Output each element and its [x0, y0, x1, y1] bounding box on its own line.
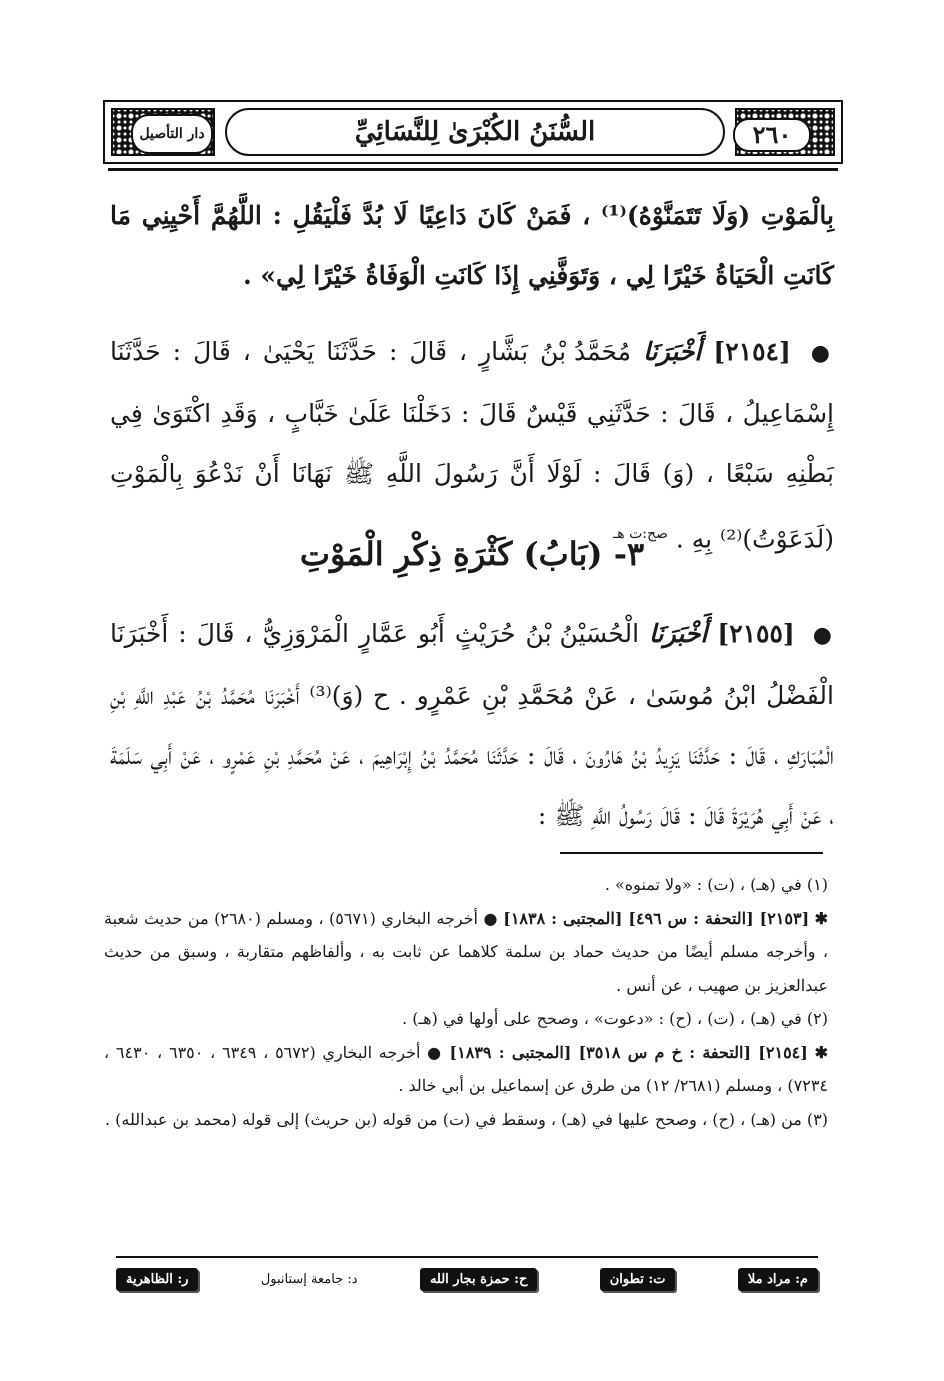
hadith-2155 [110, 604, 834, 846]
manuscript-legend [116, 1264, 818, 1294]
star-icon: ✱ [814, 1042, 828, 1062]
publisher-logo: دار التأصيل [131, 114, 213, 154]
takhrij-2153 [104, 902, 828, 1003]
hadith-text: الْحُسَيْنُ بْنُ حُرَيْثٍ أَبُو عَمَّارٍ الْمَرْوَزِيُّ ، قَالَ : أَخْبَرَنَا الْفَضْلُ ابْنُ مُوسَىٰ ، عَنْ مُحَمَّدِ بْنِ عَمْرٍو . ح (وَ)⁽³⁾ أَخْبَرَنَا مُحَمَّدُ بْنُ عَبْدِ اللَّهِ بْنِ الْمُبَارَكِ ، قَالَ : حَدَّثَنَا يَزِيدُ بْنُ هَارُونَ ، قَالَ : حَدَّثَنَا مُحَمَّدُ بْنُ إِبْرَاهِيمَ ، عَنْ مُحَمَّدِ بْنِ عَمْرٍو ، عَنْ أَبِي سَلَمَةَ ، عَنْ أَبِي هُرَيْرَةَ قَالَ : قَالَ رَسُولُ اللَّهِ ﷺ : [110, 619, 834, 830]
chapter-heading: ٣- (بَابُ) كَثْرَةِ ذِكْرِ الْمَوْتِ [299, 535, 645, 573]
akhbarana-word: أَخْبَرَنَا [649, 619, 708, 648]
book-title: السُّنَنُ الكُبْرَىٰ لِلنَّسَائِيِّ [354, 117, 596, 147]
akhbarana-word: أَخْبَرَنَا [643, 337, 702, 366]
takhrij-2154 [104, 1036, 828, 1103]
hadith-number: [٢١٥٥] [717, 619, 795, 648]
takhrij-text: ● أخرجه البخاري (٥٦٧١) ، ومسلم (٢٦٨٠) من حديث شعبة ، وأخرجه مسلم أيضًا من حديث حماد بن سلمة كلاهما عن ثابت به ، وألفاظهم متقاربة ، وسبق من حديث عبدالعزيز بن صهيب ، عن أنس . [104, 908, 829, 995]
footnote-1: (١) في (هـ) ، (ت) : «ولا تمنوه» . [604, 875, 828, 894]
ornament-left [111, 108, 215, 156]
hadith-number: [٢١٥٤] [713, 337, 791, 366]
takhrij-label: [٢١٥٣] [التحفة : س ٤٩٦] [المجتبى : ١٨٣٨] [503, 908, 810, 928]
sahha-mark: صح:ت هـ [613, 526, 668, 542]
badge-murad-molla: م: مراد ملا [738, 1268, 818, 1291]
footnote-divider [560, 852, 823, 854]
star-icon: ✱ [814, 908, 828, 928]
page-number: ٢٦٠ [733, 118, 811, 152]
title-frame [225, 108, 725, 156]
takhrij-text: ● أخرجه البخاري (٥٦٧٢ ، ٦٣٤٩ ، ٦٣٥٠ ، ٦٤٣٠ ، ٧٢٣٤) ، ومسلم (٢٦٨١/ ١٢) من طرق عن إسماعيل بن أبي خالد . [104, 1042, 828, 1095]
ornament-right [735, 108, 835, 156]
takhrij-label: [٢١٥٤] [التحفة : خ م س ٣٥١٨] [المجتبى : ١٨٣٩] [449, 1042, 808, 1062]
bullet-icon: ● [812, 623, 834, 648]
bottom-divider [116, 1256, 818, 1258]
badge-tetouan: ت: تطوان [600, 1268, 676, 1291]
badge-hamza: ح: حمزة بجار الله [420, 1268, 537, 1291]
label-istanbul: د: جامعة إستانبول [260, 1271, 358, 1287]
hadith-text: مُحَمَّدُ بْنُ بَشَّارٍ ، قَالَ : حَدَّثَنَا يَحْيَىٰ ، قَالَ : حَدَّثَنَا إِسْمَاعِيلُ ، قَالَ : حَدَّثَنِي قَيْسٌ قَالَ : دَخَلْنَا عَلَىٰ خَبَّابٍ ، وَقَدِ اكْتَوَىٰ فِي بَطْنِهِ سَبْعًا ، (وَ) قَالَ : لَوْلَا أَنَّ رَسُولَ اللَّهِ ﷺ نَهَانَا أَنْ نَدْعُوَ بِالْمَوْتِ (لَدَعَوْتُ)⁽²⁾ بِهِ . [110, 337, 834, 554]
footnote-2: (٢) في (هـ) ، (ت) ، (ح) : «دعوت» ، وصحح على أولها في (هـ) . [402, 1009, 828, 1028]
footnote-3: (٣) من (هـ) ، (ح) ، وصحح عليها في (هـ) ، وسقط في (ت) من قوله (بن حريث) إلى قوله (محمد بن عبدالله) . [104, 1109, 828, 1129]
page-header [103, 100, 843, 164]
footnotes [104, 868, 828, 1136]
badge-zahiriyya: ر: الظاهرية [116, 1268, 198, 1291]
paragraph-continuation: بِالْمَوْتِ (وَلَا تَتَمَنَّوْهُ)⁽¹⁾ ، فَمَنْ كَانَ دَاعِيًا لَا بُدَّ فَلْيَقُلِ : اللَّهُمَّ أَحْيِنِي مَا كَانَتِ الْحَيَاةُ خَيْرًا لِي ، وَتَوَفَّنِي إِذَا كَانَتِ الْوَفَاةُ خَيْرًا لِي» . [110, 201, 834, 290]
bullet-icon: ● [810, 341, 834, 366]
